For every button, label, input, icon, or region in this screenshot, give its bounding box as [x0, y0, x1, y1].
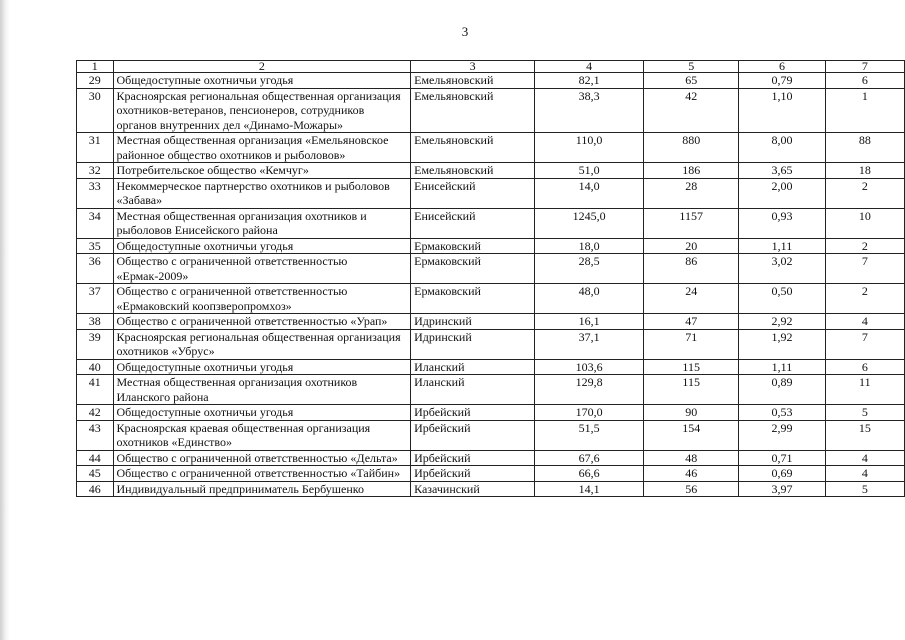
- value-cell: 7: [825, 329, 904, 359]
- value-cell: 71: [644, 329, 739, 359]
- table-row: [77, 238, 905, 254]
- value-cell: 103,6: [535, 359, 644, 375]
- table-row: [77, 178, 905, 208]
- table-row: [77, 133, 905, 163]
- value-cell: 65: [644, 73, 739, 89]
- district-cell: Идринский: [411, 314, 535, 330]
- row-number-cell: 30: [77, 88, 114, 133]
- hunting-grounds-table: [76, 60, 905, 497]
- district-cell: Ермаковский: [411, 254, 535, 284]
- value-cell: 2: [825, 178, 904, 208]
- organization-name-cell: Общество с ограниченной ответственностью «Урап»: [113, 314, 411, 330]
- organization-name-cell: Местная общественная организация охотников и рыболовов Енисейского района: [113, 208, 411, 238]
- organization-name-cell: Потребительское общество «Кемчуг»: [113, 163, 411, 179]
- value-cell: 38,3: [535, 88, 644, 133]
- value-cell: 11: [825, 375, 904, 405]
- district-cell: Идринский: [411, 329, 535, 359]
- value-cell: 1157: [644, 208, 739, 238]
- table-body: [77, 61, 905, 497]
- organization-name-cell: Общество с ограниченной ответственностью «Ермаковский коопзверопромхоз»: [113, 284, 411, 314]
- value-cell: 0,71: [739, 450, 825, 466]
- value-cell: 7: [825, 254, 904, 284]
- row-number-cell: 37: [77, 284, 114, 314]
- organization-name-cell: Красноярская краевая общественная организация охотников «Единство»: [113, 420, 411, 450]
- row-number-cell: 42: [77, 405, 114, 421]
- value-cell: 2: [825, 284, 904, 314]
- district-cell: Емельяновский: [411, 73, 535, 89]
- organization-name-cell: Общедоступные охотничьи угодья: [113, 73, 411, 89]
- column-header: 4: [535, 61, 644, 73]
- table-row: [77, 405, 905, 421]
- scan-page-edge: [0, 0, 10, 640]
- value-cell: 186: [644, 163, 739, 179]
- value-cell: 28,5: [535, 254, 644, 284]
- district-cell: Иланский: [411, 359, 535, 375]
- organization-name-cell: Общедоступные охотничьи угодья: [113, 405, 411, 421]
- table-row: [77, 73, 905, 89]
- organization-name-cell: Местная общественная организация охотников Иланского района: [113, 375, 411, 405]
- value-cell: 8,00: [739, 133, 825, 163]
- value-cell: 37,1: [535, 329, 644, 359]
- row-number-cell: 41: [77, 375, 114, 405]
- value-cell: 5: [825, 481, 904, 497]
- table-row: [77, 208, 905, 238]
- value-cell: 1245,0: [535, 208, 644, 238]
- row-number-cell: 39: [77, 329, 114, 359]
- district-cell: Ермаковский: [411, 238, 535, 254]
- value-cell: 115: [644, 375, 739, 405]
- value-cell: 2,92: [739, 314, 825, 330]
- column-header: 5: [644, 61, 739, 73]
- organization-name-cell: Общедоступные охотничьи угодья: [113, 238, 411, 254]
- value-cell: 18,0: [535, 238, 644, 254]
- value-cell: 66,6: [535, 466, 644, 482]
- table-row: [77, 314, 905, 330]
- value-cell: 0,69: [739, 466, 825, 482]
- column-header: 6: [739, 61, 825, 73]
- district-cell: Ирбейский: [411, 450, 535, 466]
- value-cell: 4: [825, 450, 904, 466]
- district-cell: Иланский: [411, 375, 535, 405]
- table-row: [77, 375, 905, 405]
- organization-name-cell: Общедоступные охотничьи угодья: [113, 359, 411, 375]
- value-cell: 0,50: [739, 284, 825, 314]
- column-header: 2: [113, 61, 411, 73]
- row-number-cell: 33: [77, 178, 114, 208]
- table-row: [77, 481, 905, 497]
- value-cell: 16,1: [535, 314, 644, 330]
- value-cell: 1,11: [739, 238, 825, 254]
- district-cell: Казачинский: [411, 481, 535, 497]
- organization-name-cell: Некоммерческое партнерство охотников и рыболовов «Забава»: [113, 178, 411, 208]
- table-row: [77, 163, 905, 179]
- district-cell: Ирбейский: [411, 420, 535, 450]
- row-number-cell: 36: [77, 254, 114, 284]
- district-cell: Енисейский: [411, 208, 535, 238]
- value-cell: 86: [644, 254, 739, 284]
- value-cell: 3,65: [739, 163, 825, 179]
- value-cell: 0,79: [739, 73, 825, 89]
- value-cell: 1,11: [739, 359, 825, 375]
- value-cell: 42: [644, 88, 739, 133]
- value-cell: 14,1: [535, 481, 644, 497]
- district-cell: Енисейский: [411, 178, 535, 208]
- value-cell: 90: [644, 405, 739, 421]
- value-cell: 4: [825, 466, 904, 482]
- table-row: [77, 254, 905, 284]
- row-number-cell: 38: [77, 314, 114, 330]
- value-cell: 47: [644, 314, 739, 330]
- value-cell: 170,0: [535, 405, 644, 421]
- value-cell: 1: [825, 88, 904, 133]
- value-cell: 1,10: [739, 88, 825, 133]
- value-cell: 82,1: [535, 73, 644, 89]
- organization-name-cell: Местная общественная организация «Емельяновское районное общество охотников и рыболовов»: [113, 133, 411, 163]
- table-row: [77, 359, 905, 375]
- value-cell: 0,93: [739, 208, 825, 238]
- column-number-row: [77, 61, 905, 73]
- value-cell: 2: [825, 238, 904, 254]
- column-header: 1: [77, 61, 114, 73]
- value-cell: 67,6: [535, 450, 644, 466]
- value-cell: 0,53: [739, 405, 825, 421]
- row-number-cell: 45: [77, 466, 114, 482]
- value-cell: 880: [644, 133, 739, 163]
- value-cell: 2,00: [739, 178, 825, 208]
- value-cell: 51,5: [535, 420, 644, 450]
- value-cell: 1,92: [739, 329, 825, 359]
- value-cell: 154: [644, 420, 739, 450]
- table-row: [77, 329, 905, 359]
- value-cell: 28: [644, 178, 739, 208]
- value-cell: 3,97: [739, 481, 825, 497]
- row-number-cell: 43: [77, 420, 114, 450]
- value-cell: 14,0: [535, 178, 644, 208]
- value-cell: 51,0: [535, 163, 644, 179]
- row-number-cell: 34: [77, 208, 114, 238]
- row-number-cell: 40: [77, 359, 114, 375]
- value-cell: 5: [825, 405, 904, 421]
- value-cell: 6: [825, 73, 904, 89]
- organization-name-cell: Общество с ограниченной ответственностью «Дельта»: [113, 450, 411, 466]
- district-cell: Емельяновский: [411, 88, 535, 133]
- table-row: [77, 88, 905, 133]
- value-cell: 10: [825, 208, 904, 238]
- page-number: 3: [461, 24, 469, 39]
- row-number-cell: 46: [77, 481, 114, 497]
- organization-name-cell: Красноярская региональная общественная организация охотников-ветеранов, пенсионеров, сотрудников органов внутренних дел «Динамо-Можары»: [113, 88, 411, 133]
- value-cell: 88: [825, 133, 904, 163]
- value-cell: 0,89: [739, 375, 825, 405]
- column-header: 3: [411, 61, 535, 73]
- value-cell: 129,8: [535, 375, 644, 405]
- value-cell: 3,02: [739, 254, 825, 284]
- table-row: [77, 450, 905, 466]
- value-cell: 4: [825, 314, 904, 330]
- value-cell: 6: [825, 359, 904, 375]
- value-cell: 18: [825, 163, 904, 179]
- district-cell: Емельяновский: [411, 163, 535, 179]
- district-cell: Ирбейский: [411, 405, 535, 421]
- organization-name-cell: Общество с ограниченной ответственностью «Ермак-2009»: [113, 254, 411, 284]
- value-cell: 56: [644, 481, 739, 497]
- row-number-cell: 31: [77, 133, 114, 163]
- value-cell: 46: [644, 466, 739, 482]
- column-header: 7: [825, 61, 904, 73]
- row-number-cell: 44: [77, 450, 114, 466]
- organization-name-cell: Индивидуальный предприниматель Бербушенко: [113, 481, 411, 497]
- organization-name-cell: Общество с ограниченной ответственностью «Тайбин»: [113, 466, 411, 482]
- value-cell: 110,0: [535, 133, 644, 163]
- row-number-cell: 29: [77, 73, 114, 89]
- value-cell: 2,99: [739, 420, 825, 450]
- value-cell: 48,0: [535, 284, 644, 314]
- row-number-cell: 35: [77, 238, 114, 254]
- district-cell: Ирбейский: [411, 466, 535, 482]
- value-cell: 48: [644, 450, 739, 466]
- table-row: [77, 284, 905, 314]
- row-number-cell: 32: [77, 163, 114, 179]
- district-cell: Ермаковский: [411, 284, 535, 314]
- district-cell: Емельяновский: [411, 133, 535, 163]
- table-row: [77, 466, 905, 482]
- value-cell: 24: [644, 284, 739, 314]
- organization-name-cell: Красноярская региональная общественная организация охотников «Убрус»: [113, 329, 411, 359]
- value-cell: 20: [644, 238, 739, 254]
- table-row: [77, 420, 905, 450]
- value-cell: 15: [825, 420, 904, 450]
- value-cell: 115: [644, 359, 739, 375]
